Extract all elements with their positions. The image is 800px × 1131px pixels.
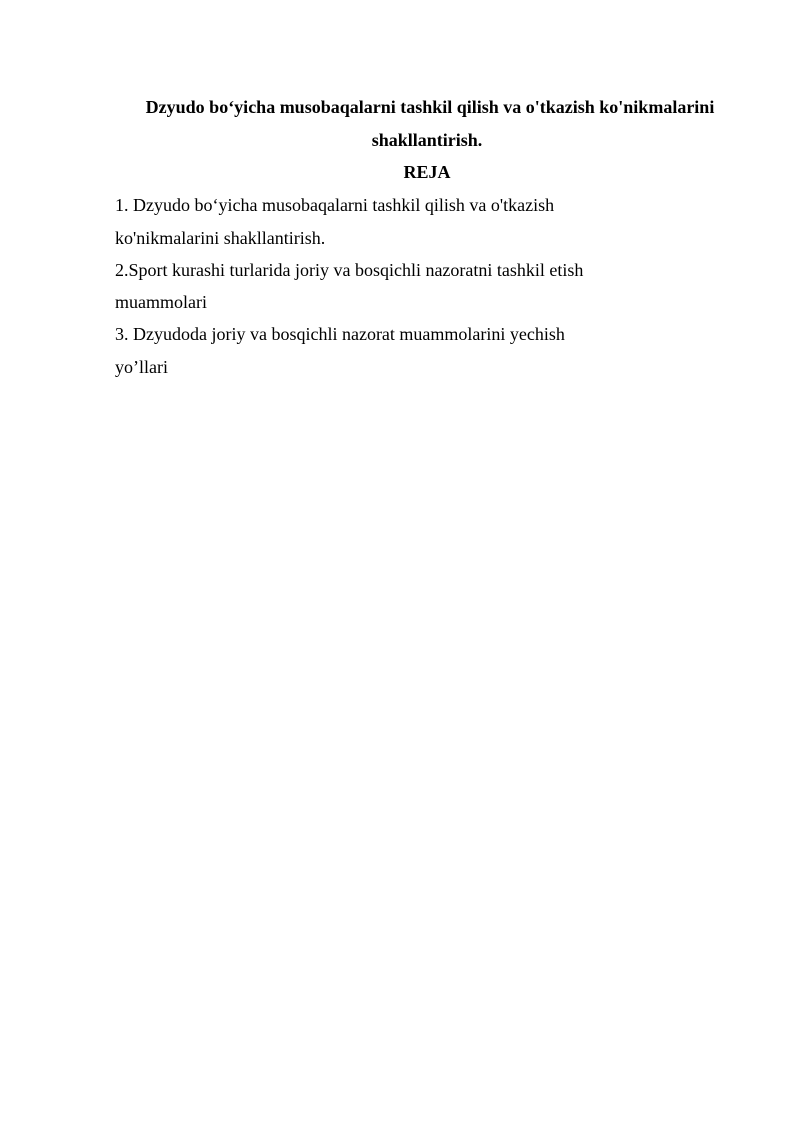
- document-title-line-1: Dzyudo bo‘yicha musobaqalarni tashkil qilish va o'tkazish ko'nikmalarini: [145, 97, 715, 117]
- plan-heading: REJA: [403, 162, 451, 182]
- plan-item-1-line-1: 1. Dzyudo bo‘yicha musobaqalarni tashkil qilish va o'tkazish: [115, 195, 555, 215]
- plan-item-3-line-1: 3. Dzyudoda joriy va bosqichli nazorat muammolarini yechish: [115, 324, 565, 344]
- plan-item-2-line-2: muammolari: [115, 292, 207, 312]
- plan-item-1-line-2: ko'nikmalarini shakllantirish.: [115, 228, 326, 248]
- document-title-line-2: shakllantirish.: [371, 130, 483, 150]
- plan-item-2-line-1: 2.Sport kurashi turlarida joriy va bosqichli nazoratni tashkil etish: [115, 260, 584, 280]
- plan-item-3-line-2: yo’llari: [115, 357, 168, 377]
